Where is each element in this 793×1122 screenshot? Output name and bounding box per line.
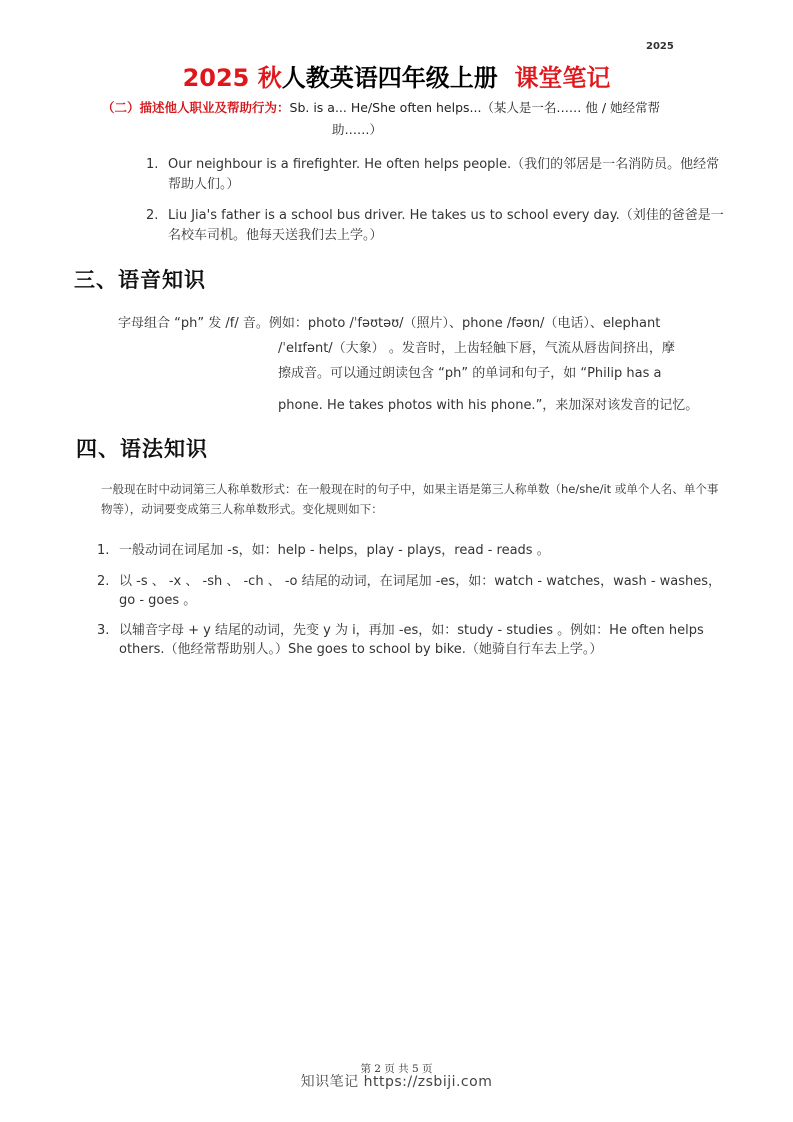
example-text: Our neighbour is a firefighter. He often helps people.（我们的邻居是一名消防员。他经常帮助人们。）: [168, 157, 720, 192]
example-text: Liu Jia's father is a school bus driver. He takes us to school every day.（刘佳的爸爸是一名校车司机。他每天送我们去上学。）: [168, 208, 724, 243]
grammar-rule: [97, 572, 722, 610]
example-item: [146, 206, 724, 246]
phonics-line: phone. He takes photos with his phone.”，来加深对该发音的记忆。: [278, 398, 699, 413]
section-heading-grammar: 四、语法知识: [76, 437, 208, 461]
title-notes: 课堂笔记: [514, 64, 611, 92]
example-item: [146, 155, 724, 195]
subsection-pattern-cont: 助……）: [332, 122, 383, 137]
rule-text: 以 -s 、 -x 、 -sh 、 -ch 、 -o 结尾的动词，在词尾加 -es，如：watch - watches，wash - washes，go - goes 。: [119, 574, 722, 608]
rule-number: 3.: [97, 623, 110, 638]
year-tag: 2025: [646, 41, 674, 52]
rule-number: 2.: [97, 574, 110, 589]
subsection-pattern: [102, 97, 727, 141]
section-heading-phonics: 三、语音知识: [74, 268, 206, 292]
phonics-line: 擦成音。可以通过朗读包含 “ph” 的单词和句子，如 “Philip has a: [278, 366, 662, 381]
grammar-rule: [97, 621, 722, 659]
rule-text: 一般动词在词尾加 -s，如：help - helps，play - plays，read - reads 。: [119, 543, 550, 558]
rule-number: 1.: [97, 543, 110, 558]
phonics-line: /ˈelɪfənt/（大象） 。发音时，上齿轻触下唇，气流从唇齿间挤出，摩: [278, 341, 675, 356]
grammar-intro: 一般现在时中动词第三人称单数形式：在一般现在时的句子中，如果主语是第三人称单数（he/she/it 或单个人名、单个事物等），动词要变成第三人称单数形式。变化规则如下：: [101, 482, 719, 516]
example-number: 2.: [146, 208, 159, 223]
title-year: 2025 秋: [182, 64, 282, 92]
site-watermark: 知识笔记 https://zsbiji.com: [300, 1074, 493, 1090]
example-number: 1.: [146, 157, 159, 172]
rule-text: 以辅音字母 + y 结尾的动词，先变 y 为 i，再加 -es，如：study - studies 。例如：He often helps others.（他经常帮助别人。）She goes to school by bike.（她骑自行车去上学。）: [119, 623, 704, 657]
phonics-line: 字母组合 “ph” 发 /f/ 音。例如：photo /ˈfəʊtəʊ/（照片）、phone /fəʊn/（电话）、elephant: [118, 316, 661, 331]
phonics-paragraph: [118, 311, 724, 418]
grammar-rule: [97, 541, 722, 560]
subsection-pattern-text: Sb. is a... He/She often helps...（某人是一名…… 他 / 她经常帮: [289, 100, 661, 115]
page-title: [0, 58, 793, 93]
title-subject: 人教英语四年级上册: [281, 64, 498, 92]
subsection-label: （二）描述他人职业及帮助行为：: [102, 100, 290, 115]
page-number: 第 2 页 共 5 页: [360, 1063, 433, 1075]
